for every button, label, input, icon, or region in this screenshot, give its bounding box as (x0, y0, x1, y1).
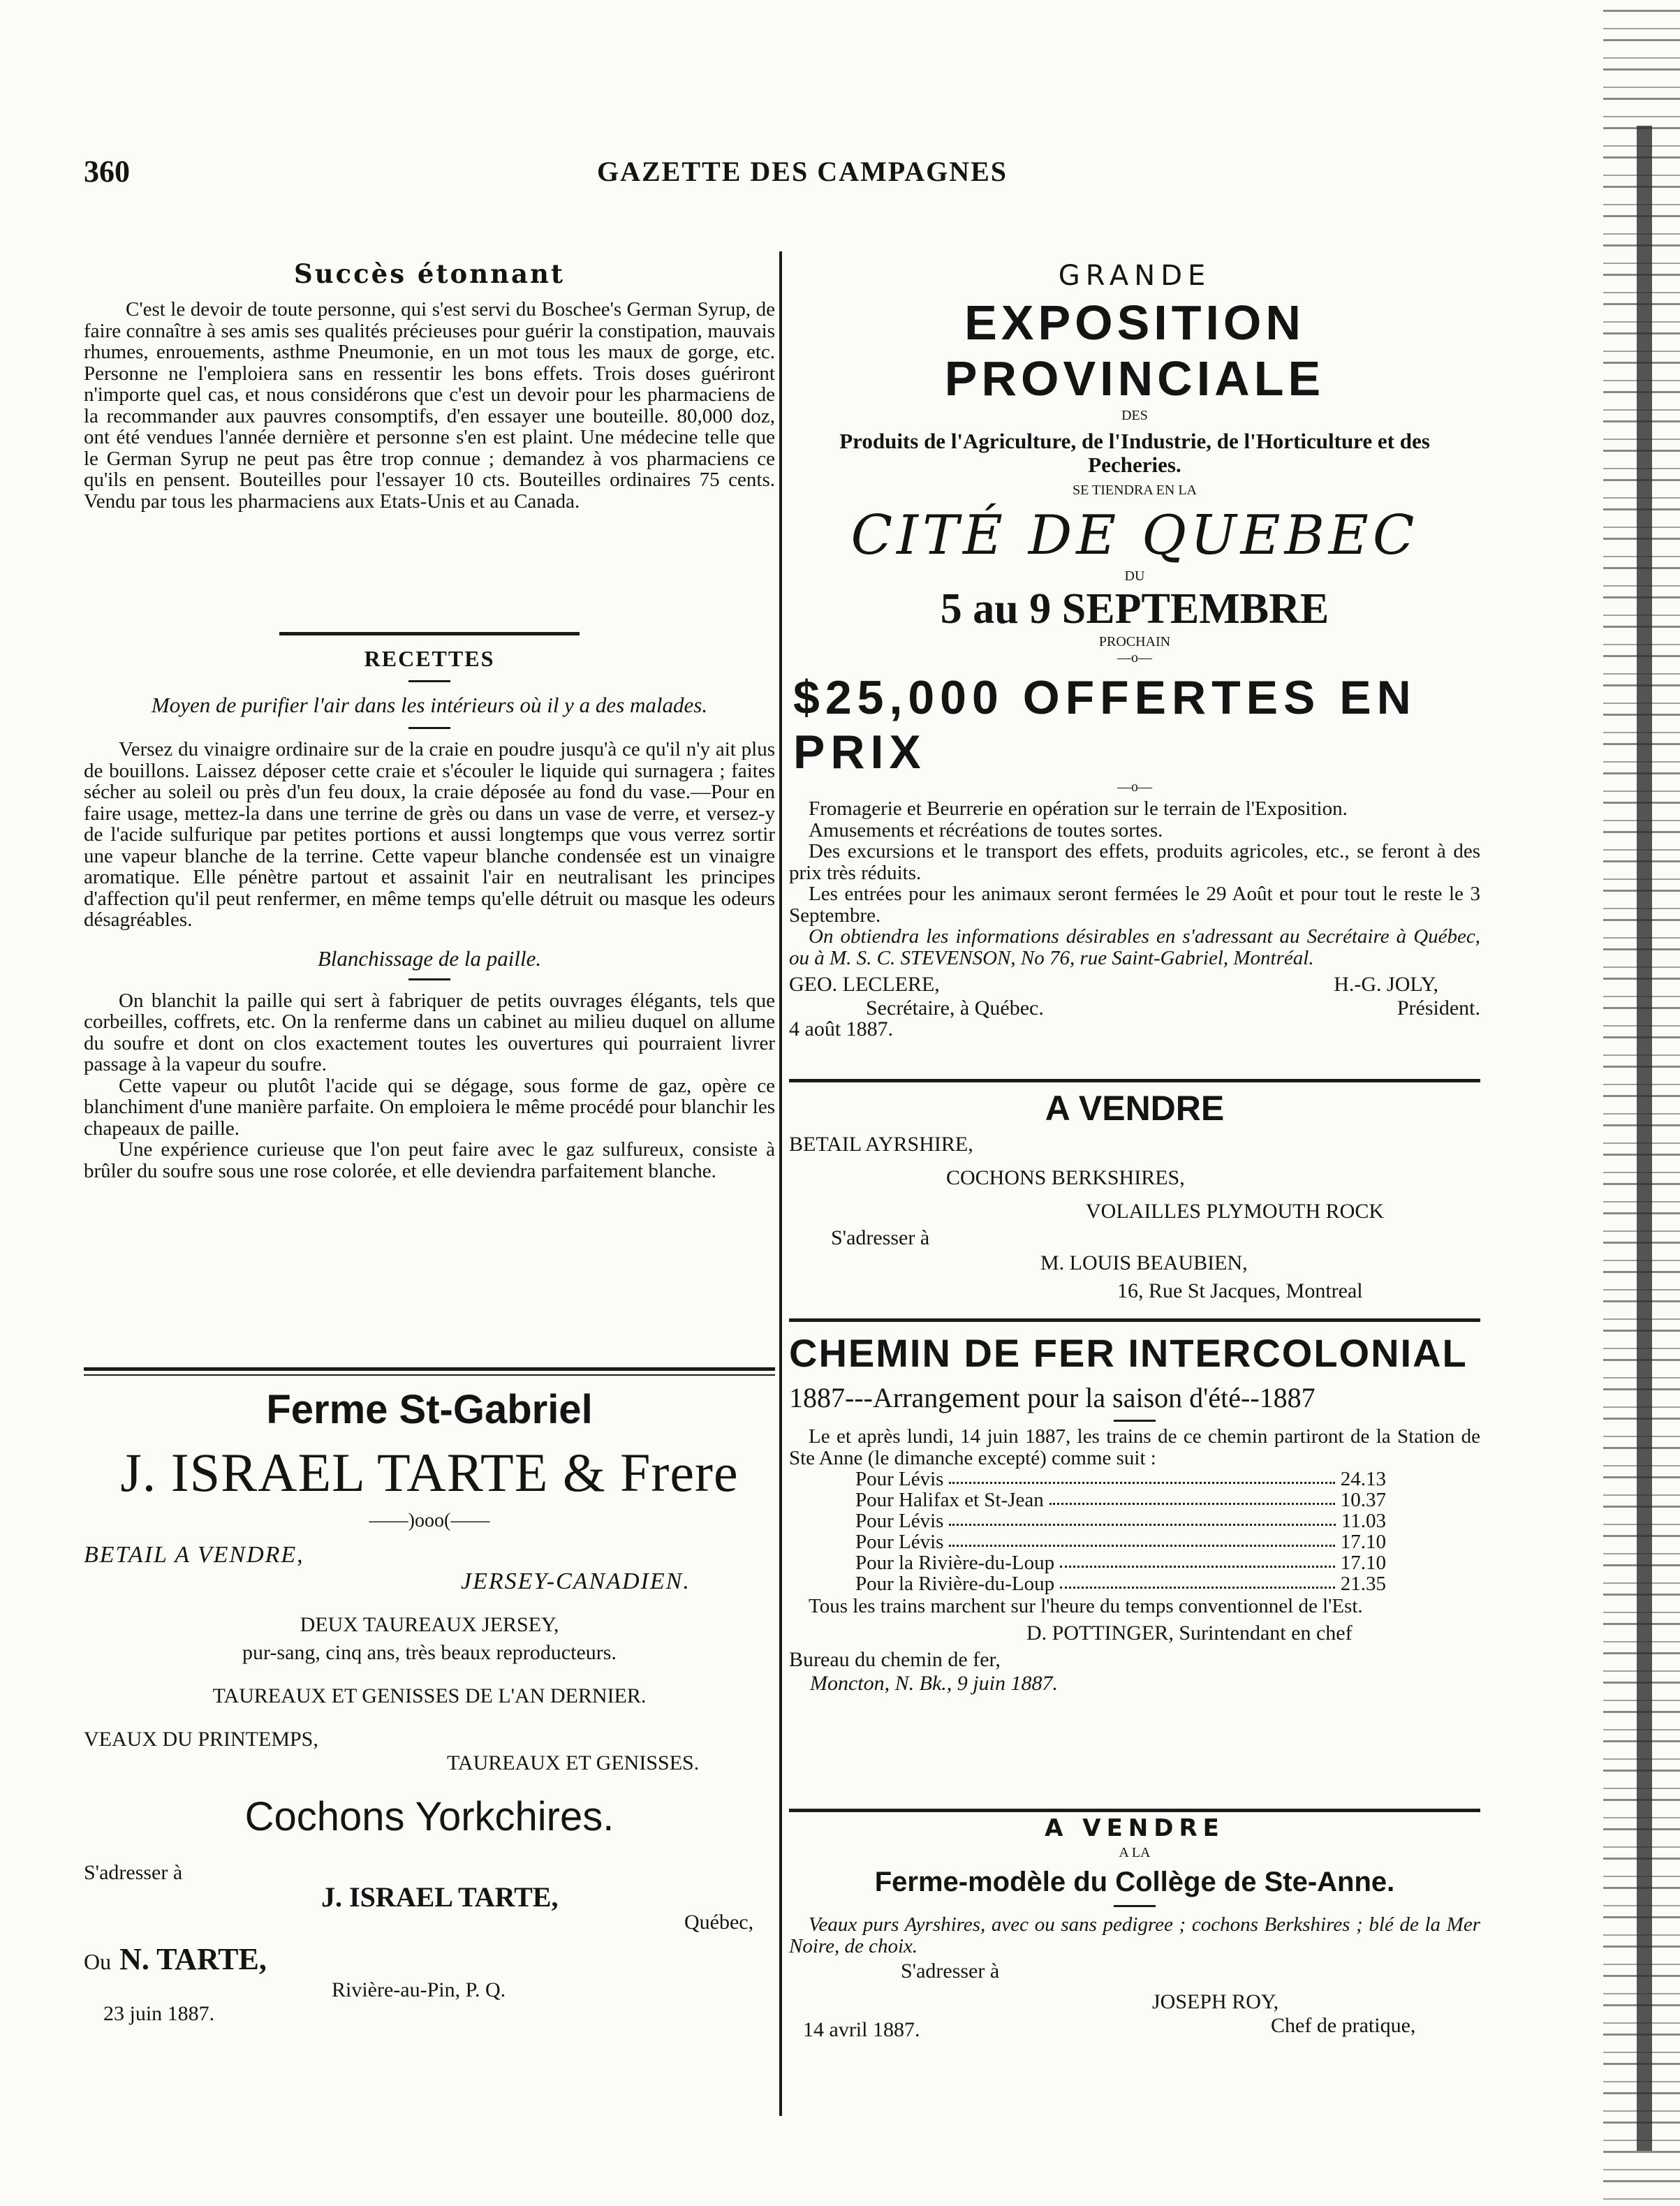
vendre1-line-2: COCHONS BERKSHIRES, (946, 1166, 1185, 1189)
vendre1-title: A VENDRE (1045, 1089, 1225, 1128)
ferme-date: 23 juin 1887. (103, 2002, 215, 2025)
chemin-bureau: Bureau du chemin de fer, (789, 1647, 1001, 1671)
recettes-subtitle-1: Moyen de purifier l'air dans les intérieurs où il y a des malades. (151, 693, 708, 717)
ferme-contact-2: N. TARTE, (119, 1942, 267, 1976)
recettes-paragraph-2: On blanchit la paille qui sert à fabriquer de petits ouvrages élégants, tels que corbeilles, coffrets, etc. On la renferme dans un cabinet au milieu duquel on allume du soufre et dont on clos exactement toutes les ouvertures qui pourraient livrer passage à la vapeur du soufre. (84, 989, 775, 1075)
ferme-contact-1: J. ISRAEL TARTE, (321, 1881, 559, 1913)
expo-prochain: PROCHAIN (1098, 634, 1171, 649)
train-leader-dots (1060, 1573, 1335, 1589)
expo-prix: $25,000 OFFERTES EN PRIX (793, 671, 1417, 779)
ferme-proprietor: J. ISRAEL TARTE & Frere (120, 1442, 739, 1503)
train-time: 10.37 (1340, 1489, 1386, 1511)
train-schedule (855, 1469, 1386, 1594)
expo-title: EXPOSITION PROVINCIALE (944, 295, 1325, 406)
ferme-ou: Ou (84, 1949, 112, 1974)
train-destination: Pour la Rivière-du-Loup (855, 1552, 1055, 1574)
running-title: GAZETTE DES CAMPAGNES (597, 156, 1008, 187)
a-vendre-ad-1 (789, 1088, 1480, 1303)
expo-grande: GRANDE (1058, 260, 1211, 292)
train-destination: Pour Lévis (855, 1531, 944, 1553)
recettes-paragraph-1: Versez du vinaigre ordinaire sur de la craie en poudre jusqu'à ce qu'il n'y ait plus de bouillons. Laissez déposer cette craie et s'écouler le liquide qui surnagera ; faites sécher au soleil ou près d'un feu doux, la craie déposée au fond du vase.—Pour en faire usage, mettez-la dans une terrine de grès ou dans un vase de verre, et versez-y de l'acide sulfurique par petites portions et aussi longtemps que vous verrez sortir une vapeur blanche de la terrine. Cette vapeur blanche condensée est un vinaigre aromatique. Elle pénètre partout et assainit l'air en neutralisant les principes d'affection qu'il peut renfermer, en même temps qu'elle détruit ou masque les odeurs désagréables. (84, 738, 775, 931)
succes-title: Succès étonnant (293, 258, 565, 289)
expo-produits: Produits de l'Agriculture, de l'Industrie, de l'Horticulture et des Pecheries. (839, 429, 1430, 477)
succes-article (84, 258, 775, 512)
vendre1-name: M. LOUIS BEAUBIEN, (1040, 1251, 1248, 1274)
expo-line-1: Fromagerie et Beurrerie en opération sur le terrain de l'Exposition. (809, 797, 1348, 820)
train-destination: Pour Lévis (855, 1510, 944, 1532)
expo-separator-2: —o— (1117, 779, 1152, 795)
vendre2-title: A VENDRE (1045, 1814, 1225, 1842)
train-leader-dots (949, 1469, 1334, 1484)
train-row (855, 1469, 1386, 1490)
expo-signature-1: GEO. LECLERE, (789, 973, 940, 996)
train-leader-dots (949, 1531, 1334, 1547)
expo-separator: —o— (1117, 650, 1152, 666)
expo-line-2: Amusements et récréations de toutes sortes. (809, 818, 1163, 841)
ornament-rule (279, 632, 580, 635)
train-destination: Pour la Rivière-du-Loup (855, 1573, 1055, 1595)
vendre1-bottom-rule (789, 1318, 1480, 1322)
vendre2-date: 14 avril 1887. (803, 2018, 920, 2041)
ferme-veaux: VEAUX DU PRINTEMPS, (84, 1728, 318, 1751)
ferme-title: Ferme St-Gabriel (266, 1387, 593, 1432)
page-number: 360 (84, 154, 130, 189)
vendre1-address: 16, Rue St Jacques, Montreal (1117, 1279, 1363, 1302)
chemin-date: Moncton, N. Bk., 9 juin 1887. (810, 1671, 1058, 1695)
train-destination: Pour Halifax et St-Jean (855, 1489, 1044, 1511)
train-row (855, 1490, 1386, 1510)
vendre1-line-1: BETAIL AYRSHIRE, (789, 1133, 973, 1156)
train-time: 17.10 (1340, 1552, 1386, 1574)
ferme-pursang: pur-sang, cinq ans, très beaux reproducteurs. (242, 1641, 617, 1664)
succes-body: C'est le devoir de toute personne, qui s'est servi du Boschee's German Syrup, de faire connaître à ses amis ses qualités précieuses pour guérir la constipation, mauvais rhumes, enrouements, asthme Pneumonie, en un mot tous les maux de gorge, etc. Personne ne l'emploiera sans en ressentir les bons effets. Trois doses guériront n'importe quel cas, et nous considérons que c'est un devoir pour les pharmaciens de la recommander aux pauvres consomptifs, d'en essayer une bouteille. 80,000 doz, ont été vendues l'année dernière et personne s'en est plaint. Une médecine telle que le German Syrup ne peut pas être trop connue ; demandez à vos pharmaciens ce qu'ils en pensent. Bouteilles pour l'essayer 10 cts. Bouteilles ordinaires 75 cents. Vendu par tous les pharmaciens aux Etats-Unis et au Canada. (84, 298, 775, 513)
train-time: 17.10 (1340, 1531, 1386, 1553)
ferme-city-2: Rivière-au-Pin, P. Q. (332, 1978, 506, 2001)
ferme-ornament: ——)ooo(—— (369, 1510, 490, 1531)
chemin-bottom-rule (789, 1809, 1480, 1812)
expo-date: 4 août 1887. (789, 1017, 894, 1041)
ferme-jersey: JERSEY-CANADIEN. (461, 1568, 691, 1594)
expo-line-3: Des excursions et le transport des effets, produits agricoles, etc., se feront à des prix très réduits. (789, 840, 1480, 884)
chemin-note: Tous les trains marchent sur l'heure du temps conventionnel de l'Est. (809, 1595, 1363, 1617)
vendre2-ferme: Ferme-modèle du Collège de Ste-Anne. (874, 1867, 1395, 1897)
vendre2-ala: A LA (1119, 1845, 1151, 1860)
expo-des: DES (1121, 408, 1148, 423)
expo-cite: CITÉ DE QUEBEC (850, 504, 1419, 567)
chemin-signature: D. POTTINGER, Surintendant en chef (1026, 1621, 1353, 1645)
expo-line-5: On obtiendra les informations désirables en s'adressant au Secrétaire à Québec, ou à M. S. C. STEVENSON, No 76, rue Saint-Gabriel, Montréal. (789, 925, 1480, 969)
expo-tiendra: SE TIENDRA EN LA (1073, 483, 1197, 498)
section-double-rule (84, 1367, 775, 1376)
ferme-deux-taureaux: DEUX TAUREAUX JERSEY, (300, 1613, 559, 1636)
vendre2-title2: Chef de pratique, (1271, 2014, 1416, 2037)
ferme-city-1: Québec, (684, 1911, 754, 1934)
expo-du: DU (1124, 568, 1145, 584)
vendre2-name: JOSEPH ROY, (1152, 1990, 1279, 2013)
train-time: 21.35 (1340, 1573, 1386, 1595)
recettes-subtitle-2: Blanchissage de la paille. (317, 946, 542, 971)
train-row (855, 1531, 1386, 1552)
recettes-article (84, 646, 775, 1182)
ferme-betail: BETAIL A VENDRE, (84, 1542, 304, 1568)
vendre1-adresser: S'adresser à (831, 1226, 930, 1249)
ferme-cochons: Cochons Yorkchires. (244, 1794, 614, 1839)
train-destination: Pour Lévis (855, 1468, 944, 1490)
train-leader-dots (949, 1510, 1335, 1526)
train-leader-dots (1060, 1552, 1335, 1568)
chemin-title: CHEMIN DE FER INTERCOLONIAL (789, 1331, 1468, 1375)
chemin-intro: Le et après lundi, 14 juin 1887, les trains de ce chemin partiront de la Station de Ste Anne (le dimanche excepté) comme suit : (789, 1425, 1480, 1469)
vendre2-body: Veaux purs Ayrshires, avec ou sans pedigree ; cochons Berkshires ; blé de la Mer Noire, de choix. (789, 1913, 1480, 1957)
ferme-st-gabriel-ad (84, 1386, 775, 2026)
chemin-de-fer-ad (789, 1330, 1480, 1696)
train-time: 24.13 (1340, 1468, 1386, 1490)
expo-bottom-rule (789, 1079, 1480, 1082)
column-rule (779, 251, 782, 2116)
exposition-ad (789, 260, 1480, 1041)
expo-line-4: Les entrées pour les animaux seront fermées le 29 Août et pour tout le reste le 3 Septembre. (789, 883, 1480, 927)
chemin-subtitle: 1887---Arrangement pour la saison d'été--1887 (789, 1382, 1316, 1413)
expo-signature-2: H.-G. JOLY, (1334, 973, 1438, 996)
train-time: 11.03 (1341, 1510, 1386, 1532)
recettes-paragraph-3: Cette vapeur ou plutôt l'acide qui se dégage, sous forme de gaz, opère ce blanchiment d'une manière parfaite. On emploiera le même procédé pour blanchir les chapeaux de paille. (84, 1074, 775, 1140)
recettes-paragraph-4: Une expérience curieuse que l'on peut faire avec le gaz sulfureux, consiste à brûler du soufre sous une rose colorée, et elle deviendra parfaitement blanche. (84, 1138, 775, 1182)
expo-dates: 5 au 9 SEPTEMBRE (940, 585, 1329, 633)
expo-signature-1-title: Secrétaire, à Québec. (866, 997, 1044, 1020)
ferme-taureaux: TAUREAUX ET GENISSES DE L'AN DERNIER. (212, 1684, 647, 1707)
ferme-taureaux-genisses: TAUREAUX ET GENISSES. (447, 1751, 700, 1774)
expo-signature-2-title: Président. (1397, 997, 1480, 1020)
scan-edge-dark (1637, 126, 1652, 2151)
train-leader-dots (1049, 1490, 1335, 1505)
vendre2-adresser: S'adresser à (901, 1959, 1000, 1983)
a-vendre-ad-2 (789, 1814, 1480, 2042)
recettes-title: RECETTES (364, 646, 495, 671)
train-row (855, 1510, 1386, 1531)
train-row (855, 1552, 1386, 1573)
ferme-adresser: S'adresser à (84, 1861, 183, 1884)
train-row (855, 1573, 1386, 1594)
vendre1-line-3: VOLAILLES PLYMOUTH ROCK (1086, 1200, 1384, 1223)
